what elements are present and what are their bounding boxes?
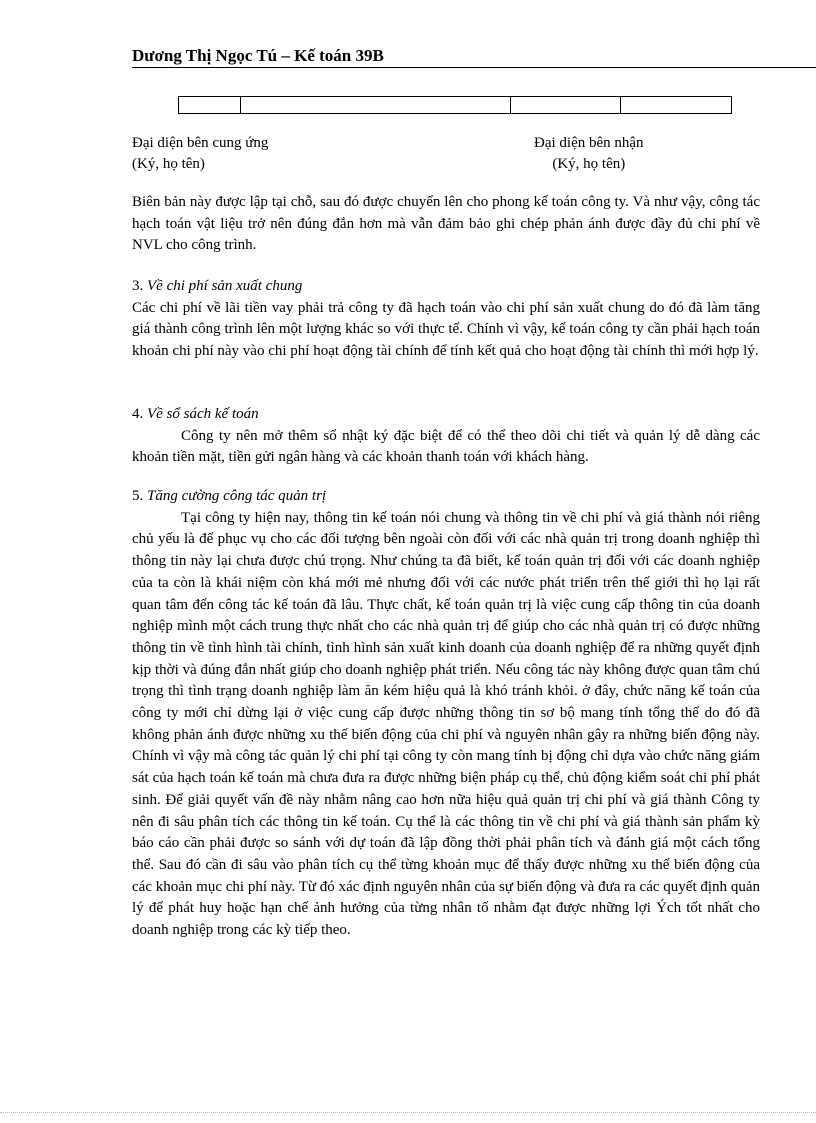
intro-text: Biên bản này được lập tại chỗ, sau đó được chuyển lên cho phong kế toán công ty. Và như vậy, công tác hạch toán vật liệu trở nên đúng đắn hơn mà vẫn đảm bảo ghi chép phản ánh được đầy đủ chi phí về NVL cho công trình.	[132, 194, 760, 254]
section-body: Công ty nên mở thêm sổ nhật ký đặc biệt để có thể theo dõi chi tiết và quản lý dễ dàng các khoản tiền mặt, tiền gửi ngân hàng và các khoản thanh toán với khách hàng.	[132, 427, 760, 466]
section-heading	[132, 404, 760, 426]
signature-receiver	[534, 133, 644, 175]
section-heading	[132, 486, 760, 508]
page-bottom-rule	[0, 1112, 816, 1113]
signature-supplier	[132, 133, 268, 175]
section-title: Tăng cường công tác quản trị	[147, 488, 327, 504]
section-body: Các chi phí về lãi tiền vay phải trả công ty đã hạch toán vào chi phí sản xuất chung do đó đã làm tăng giá thành công trình lên một lượng khác so với thực tế. Chính vì vậy, kế toán công ty cần phải hạch toán khoản chi phí này vào chi phí hoạt động tài chính để tính kết quả cho hoạt động tài chính thì mới hợp lý.	[132, 299, 760, 360]
section-number: 3.	[132, 278, 144, 294]
section-5	[132, 486, 760, 942]
header-rule	[132, 67, 816, 68]
empty-table	[178, 96, 732, 114]
section-3	[132, 276, 760, 363]
section-number: 4.	[132, 406, 144, 422]
section-heading	[132, 276, 760, 298]
table-cell	[179, 97, 241, 114]
signature-supplier-note: (Ký, họ tên)	[132, 156, 205, 172]
section-title: Về sổ sách kế toán	[147, 406, 259, 422]
intro-paragraph	[132, 192, 760, 257]
section-4	[132, 404, 760, 469]
table-cell	[241, 97, 511, 114]
table-cell	[621, 97, 732, 114]
section-body: Tại công ty hiện nay, thông tin kế toán nói chung và thông tin về chi phí và giá thành nói riêng chủ yếu là để phục vụ cho các đối tượng bên ngoài còn đối với các nhà quản trị trong doanh nghiệp thì thông tin này lại chưa được chú trọng. Như chúng ta đã biết, kế toán quản trị đối với các doanh nghiệp của ta còn là khái niệm còn khá mới mẻ nhưng đối với các nước phát triển trên thế giới thì họ lại rất quan tâm đến công tác kế toán đã lâu. Thực chất, kế toán quản trị là việc cung cấp thông tin của doanh nghiệp mình một cách trung thực nhất cho các nhà quản trị để giúp cho các nhà quản trị có được những thông tin về tình hình tài chính, tình hình sản xuất kinh doanh của doanh nghiệp để ra những quyết định kịp thời và đúng đắn nhất giúp cho doanh nghiệp phát triển. Nếu công tác này không được quan tâm chú trọng thì tình trạng doanh nghiệp làm ăn kém hiệu quả là khó tránh khỏi. ở đây, chức năng kế toán của công ty mới chỉ dừng lại ở việc cung cấp được những thông tin sơ bộ mang tính tổng thể do đó đã không phản ánh được những xu thế biến động của chi phí và nguyên nhân gây ra những biến động này. Chính vì vậy mà công tác quản lý chi phí tại công ty còn mang tính bị động chỉ dựa vào chức năng giám sát của hạch toán kế toán mà chưa đưa ra được những biện pháp cụ thể, chủ động kiểm soát chi phí phát sinh. Để giải quyết vấn đề này nhằm nâng cao hơn nữa hiệu quả quản trị chi phí và giá thành Công ty nên đi sâu phân tích các thông tin kế toán. Cụ thể là các thông tin về chi phí và giá thành sản phẩm kỳ báo cáo cần phải được so sánh với dự toán đã lập đồng thời phải phân tích và đánh giá một cách tổng thể. Sau đó cần đi sâu vào phân tích cụ thể từng khoản mục để thấy được những xu thế biến động của các khoản mục chi phí này. Từ đó xác định nguyên nhân của sự biến động và đưa ra các quyết định quản lý để phát huy hoặc hạn chế ảnh hưởng của từng nhân tố nhằm đạt được những lợi Ých tốt nhất cho doanh nghiệp trong các kỳ tiếp theo.	[132, 509, 760, 939]
table-cell	[511, 97, 621, 114]
section-number: 5.	[132, 488, 144, 504]
signature-receiver-note: (Ký, họ tên)	[552, 156, 626, 172]
signature-supplier-title: Đại diện bên cung ứng	[132, 135, 269, 151]
section-title: Về chi phí sản xuất chung	[147, 278, 303, 294]
page-header: Dương Thị Ngọc Tú – Kế toán 39B	[132, 46, 384, 65]
signature-receiver-title: Đại diện bên nhận	[534, 135, 644, 151]
